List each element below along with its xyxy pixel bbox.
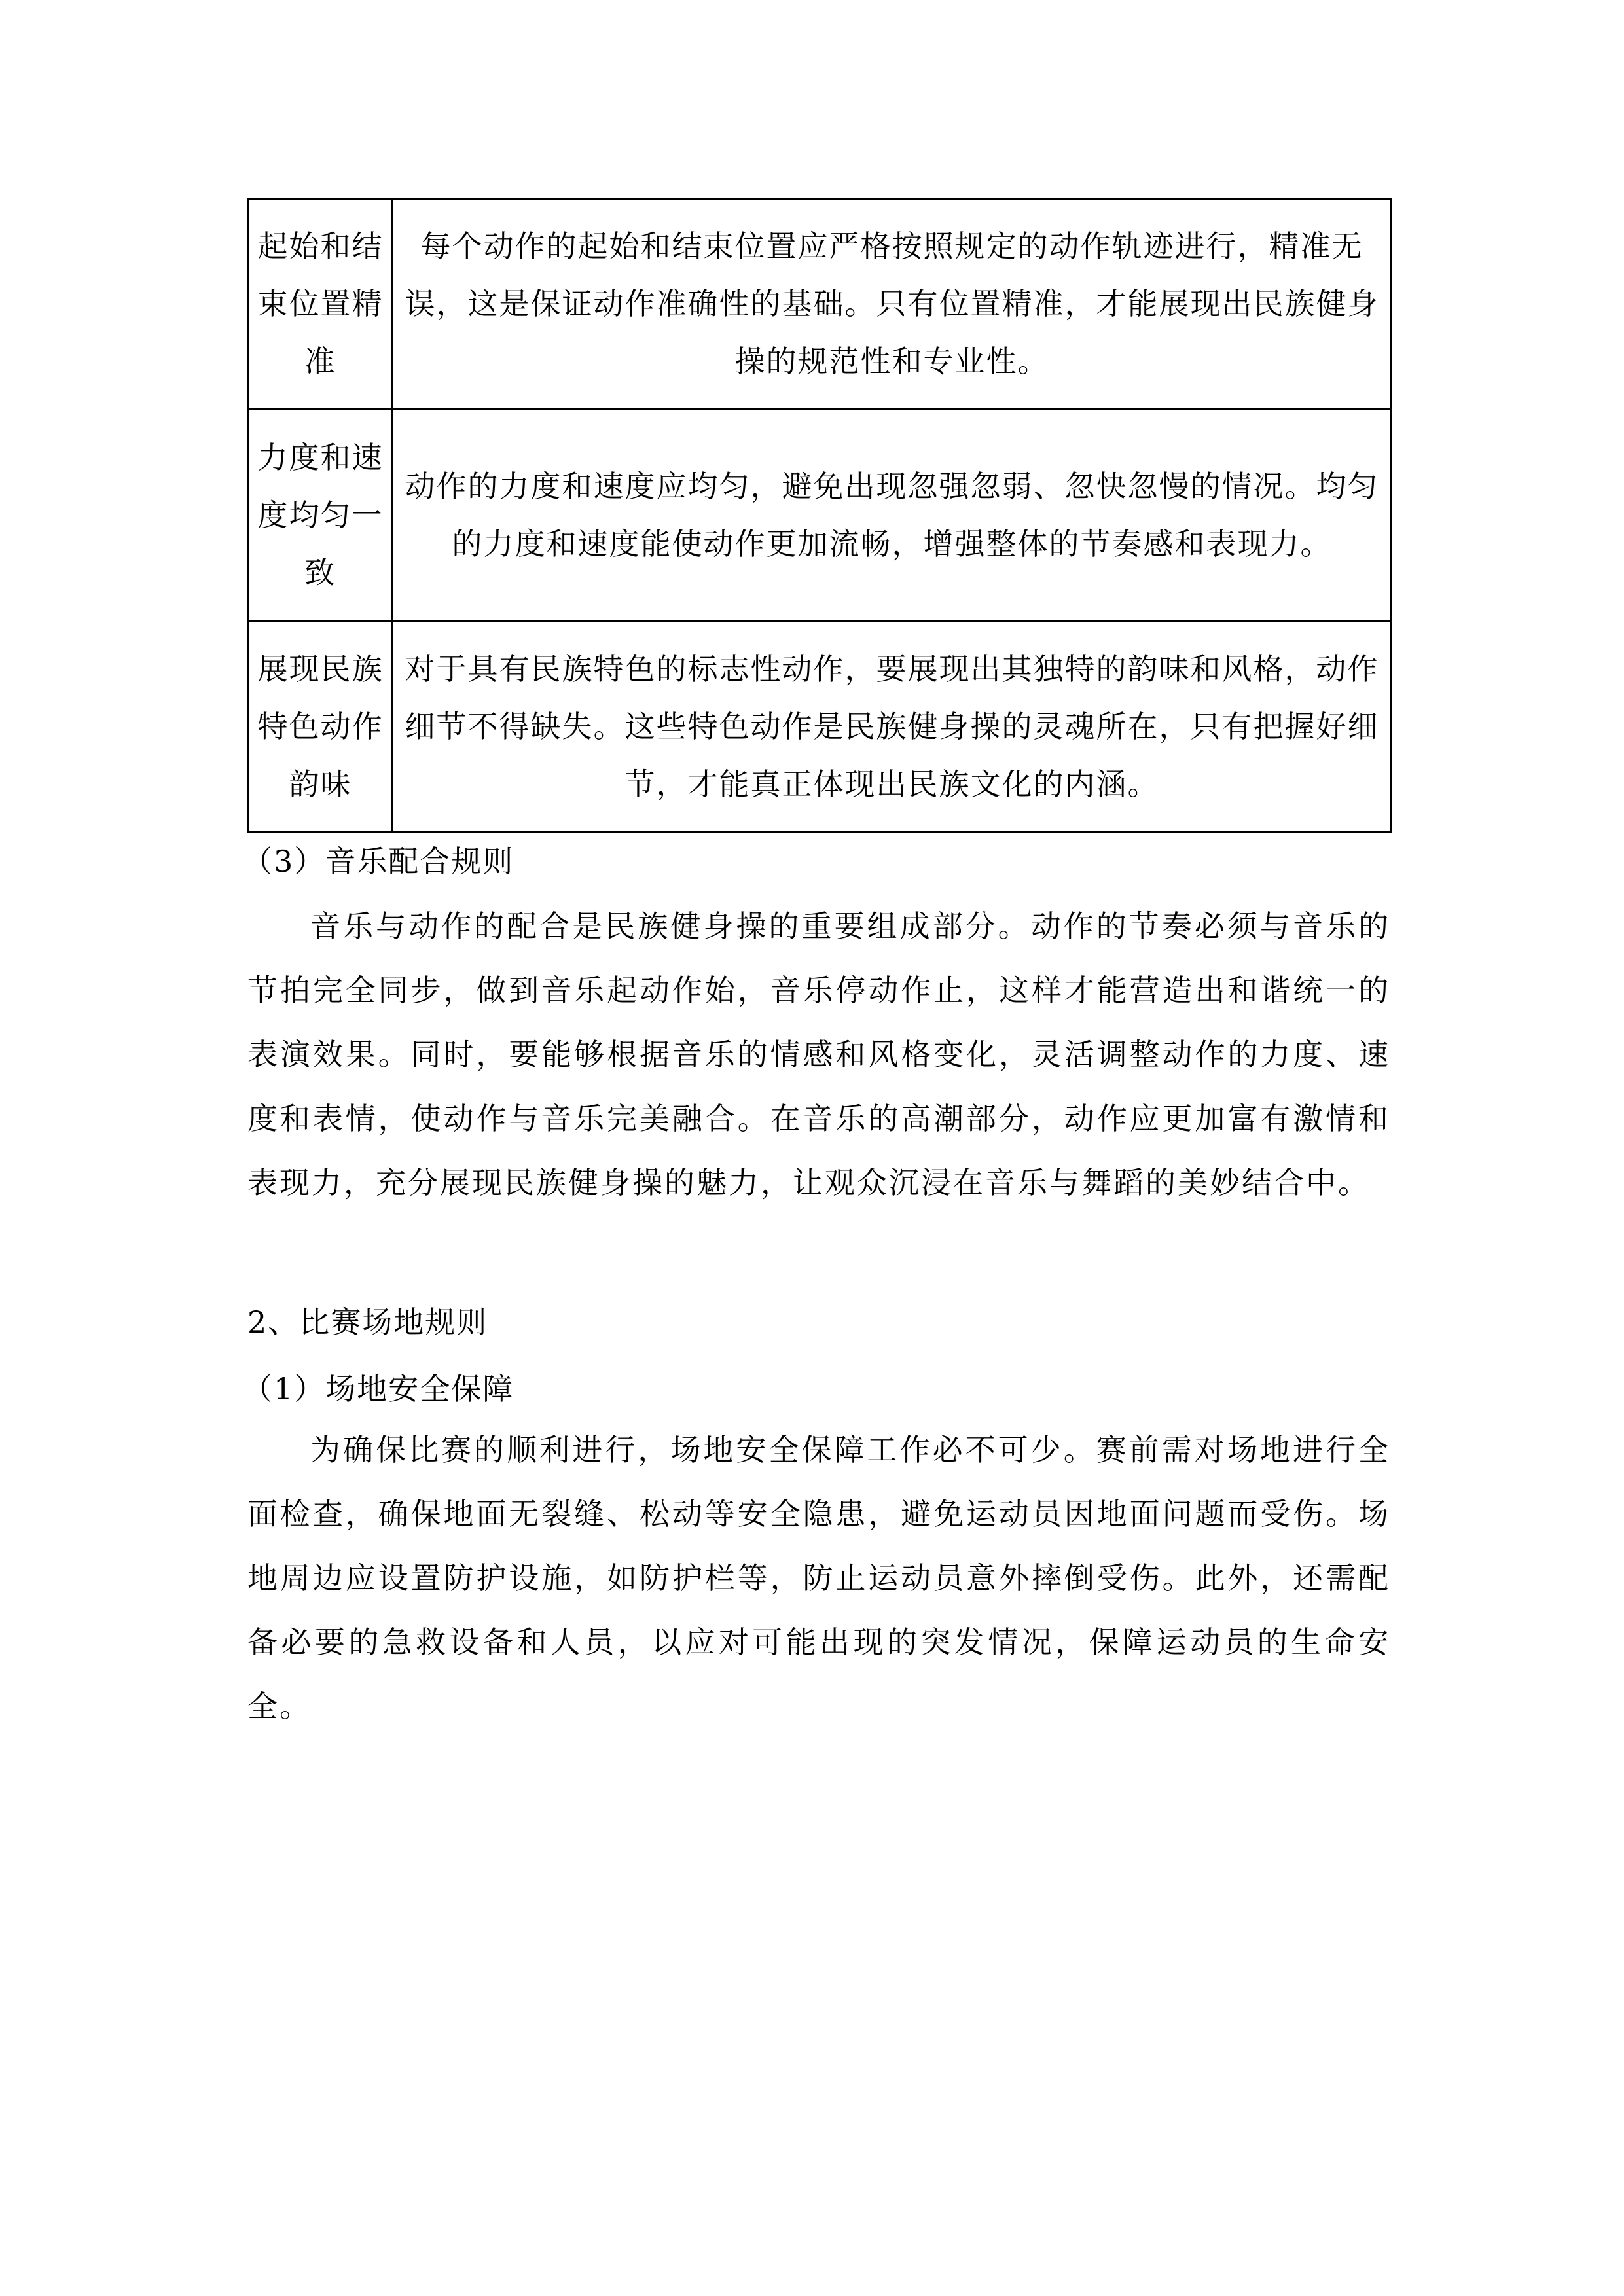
row-description-cell: 动作的力度和速度应均匀，避免出现忽强忽弱、忽快忽慢的情况。均匀的力度和速度能使动作更加流畅，增强整体的节奏感和表现力。 [393, 409, 1392, 622]
music-rules-paragraph: 音乐与动作的配合是民族健身操的重要组成部分。动作的节奏必须与音乐的节拍完全同步，做到音乐起动作始，音乐停动作止，这样才能营造出和谐统一的表演效果。同时，要能够根据音乐的情感和风格变化，灵活调整动作的力度、速度和表情，使动作与音乐完美融合。在音乐的高潮部分，动作应更加富有激情和表现力，充分展现民族健身操的魅力，让观众沉浸在音乐与舞蹈的美妙结合中。 [247, 908, 1390, 1200]
table-row [249, 199, 1392, 409]
row-description-cell: 对于具有民族特色的标志性动作，要展现出其独特的韵味和风格，动作细节不得缺失。这些特色动作是民族健身操的灵魂所在，只有把握好细节，才能真正体现出民族文化的内涵。 [393, 622, 1392, 832]
row-title-cell: 起始和结束位置精准 [249, 199, 393, 409]
row-description-cell: 每个动作的起始和结束位置应严格按照规定的动作轨迹进行，精准无误，这是保证动作准确性的基础。只有位置精准，才能展现出民族健身操的规范性和专业性。 [393, 199, 1392, 409]
table-row [249, 409, 1392, 622]
venue-safety-paragraph: 为确保比赛的顺利进行，场地安全保障工作必不可少。赛前需对场地进行全面检查，确保地面无裂缝、松动等安全隐患，避免运动员因地面问题而受伤。场地周边应设置防护设施，如防护栏等，防止运动员意外摔倒受伤。此外，还需配备必要的急救设备和人员，以应对可能出现的突发情况，保障运动员的生命安全。 [247, 1432, 1390, 1724]
row-title-cell: 力度和速度均匀一致 [249, 409, 393, 622]
table-row [249, 622, 1392, 832]
rules-table [247, 198, 1392, 833]
venue-rules-heading: 2、比赛场地规则 [247, 1304, 488, 1340]
venue-safety-subheading: （1）场地安全保障 [242, 1371, 514, 1407]
music-rules-heading: （3）音乐配合规则 [242, 844, 514, 879]
row-title-cell: 展现民族特色动作韵味 [249, 622, 393, 832]
